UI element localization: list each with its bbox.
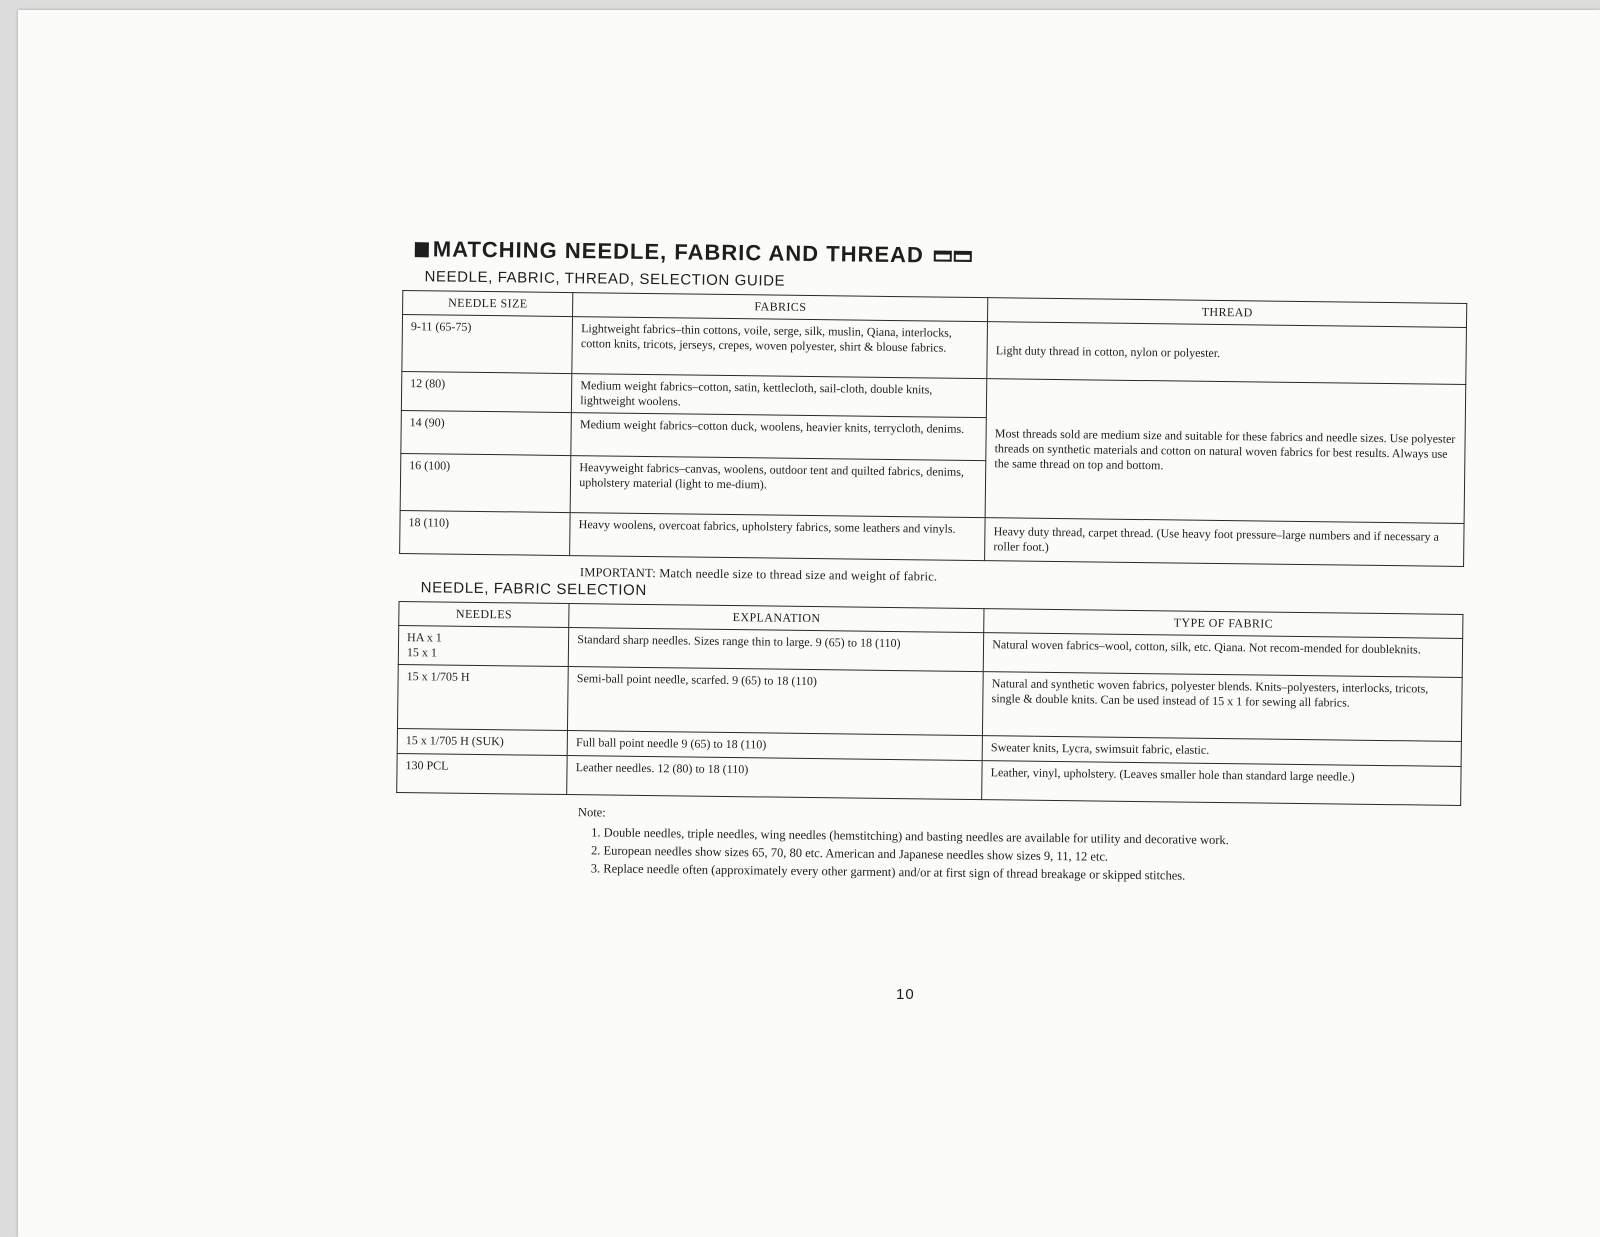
guide-title: NEEDLE, FABRIC, THREAD, SELECTION GUIDE bbox=[424, 268, 786, 290]
page-number: 10 bbox=[896, 986, 915, 1003]
note-item: 2. European needles show sizes 65, 70, 80 etc. American and Japanese needles show sizes 9, 11, 12 etc. bbox=[603, 843, 1317, 866]
needle-size-cell: 9-11 (65-75) bbox=[402, 315, 573, 374]
sewing-machine-icon bbox=[934, 250, 972, 261]
needle-cell: HA x 1 15 x 1 bbox=[398, 625, 569, 666]
thread-cell: Most threads sold are medium size and suitable for these fabrics and needle sizes. Use polyester threads on synthetic materials and cotton on natural woven fabrics for best results. Always use the same thread on top and bottom. bbox=[985, 379, 1465, 524]
column-header-fabrics: FABRICS bbox=[573, 293, 988, 322]
fabric-type-cell: Natural woven fabrics–wool, cotton, silk, etc. Qiana. Not recom-mended for doubleknits. bbox=[983, 633, 1462, 678]
document-page bbox=[18, 10, 1600, 1237]
notes-list bbox=[577, 825, 1318, 884]
note-item: 1. Double needles, triple needles, wing needles (hemstitching) and basting needles are available for utility and decorative work. bbox=[604, 825, 1318, 848]
thread-cell: Heavy duty thread, carpet thread. (Use heavy foot pressure–large numbers and if necessary a roller foot.) bbox=[985, 518, 1464, 567]
selection-title: NEEDLE, FABRIC SELECTION bbox=[420, 579, 647, 600]
column-header-explanation: EXPLANATION bbox=[569, 604, 984, 633]
explanation-cell: Full ball point needle 9 (65) to 18 (110) bbox=[567, 731, 982, 761]
column-header-needle-size: NEEDLE SIZE bbox=[403, 291, 574, 317]
needle-size-cell: 16 (100) bbox=[400, 453, 571, 512]
notes-section bbox=[577, 805, 1318, 884]
fabrics-cell: Heavyweight fabrics–canvas, woolens, outdoor tent and quilted fabrics, denims, upholstery material (light to me-dium). bbox=[570, 456, 986, 518]
fabrics-cell: Lightweight fabrics–thin cottons, voile, serge, silk, muslin, Qiana, interlocks, cotton knits, tricots, jerseys, crepes, woven polyester, shirt & blouse fabrics. bbox=[572, 317, 988, 379]
fabrics-cell: Medium weight fabrics–cotton, satin, kettlecloth, sail-cloth, double knits, lightweight woolens. bbox=[572, 374, 987, 418]
column-header-thread: THREAD bbox=[988, 298, 1467, 328]
page-content bbox=[395, 236, 1468, 890]
square-bullet-icon bbox=[415, 242, 429, 257]
explanation-cell: Semi-ball point needle, scarfed. 9 (65) to 18 (110) bbox=[568, 667, 984, 736]
needle-size-cell: 18 (110) bbox=[400, 510, 571, 555]
explanation-cell: Standard sharp needles. Sizes range thin to large. 9 (65) to 18 (110) bbox=[568, 628, 983, 672]
page-title: MATCHING NEEDLE, FABRIC AND THREAD bbox=[432, 236, 925, 268]
column-header-needles: NEEDLES bbox=[399, 601, 570, 627]
needle-size-cell: 14 (90) bbox=[401, 410, 572, 455]
fabrics-cell: Heavy woolens, overcoat fabrics, upholstery fabrics, some leathers and vinyls. bbox=[570, 513, 985, 561]
fabrics-cell: Medium weight fabrics–cotton duck, woolens, heavier knits, terrycloth, denims. bbox=[571, 413, 986, 461]
needle-size-cell: 12 (80) bbox=[401, 371, 572, 412]
fabric-type-cell: Sweater knits, Lycra, swimsuit fabric, elastic. bbox=[982, 736, 1461, 767]
needle-cell: 15 x 1/705 H bbox=[397, 664, 568, 730]
fabric-type-cell: Natural and synthetic woven fabrics, polyester blends. Knits–polyesters, interlocks, tricots, single & double knits. Can be used instead of 15 x 1 for sewing all fabrics. bbox=[983, 672, 1463, 742]
fabric-type-cell: Leather, vinyl, upholstery. (Leaves smaller hole than standard large needle.) bbox=[982, 761, 1461, 806]
note-item: 3. Replace needle often (approximately every other garment) and/or at first sign of thread breakage or skipped stitches. bbox=[603, 861, 1317, 884]
explanation-cell: Leather needles. 12 (80) to 18 (110) bbox=[567, 756, 982, 800]
column-header-type-of-fabric: TYPE OF FABRIC bbox=[984, 609, 1463, 639]
selection-guide-table bbox=[399, 290, 1467, 567]
important-note: IMPORTANT: Match needle size to thread size and weight of fabric. bbox=[579, 565, 938, 584]
notes-heading: Note: bbox=[577, 805, 606, 820]
needle-cell: 15 x 1/705 H (SUK) bbox=[397, 728, 568, 755]
thread-cell: Light duty thread in cotton, nylon or polyester. bbox=[987, 322, 1466, 385]
needle-fabric-selection-table bbox=[396, 601, 1463, 806]
needle-cell: 130 PCL bbox=[397, 753, 568, 794]
